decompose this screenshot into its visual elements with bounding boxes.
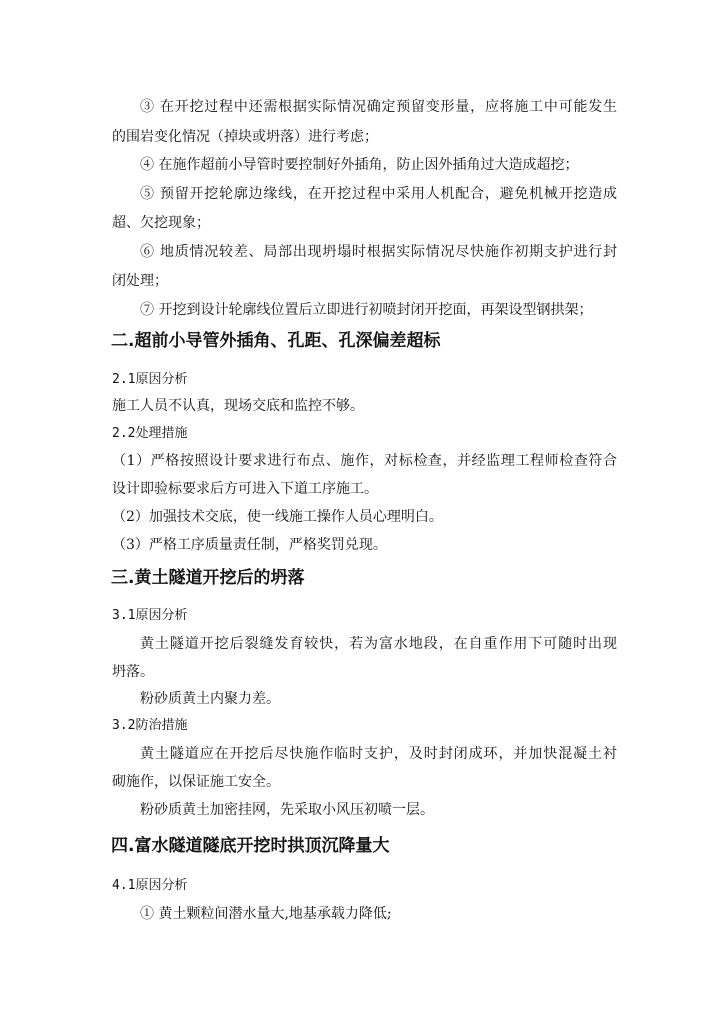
section-3-cause-1-line-2: 坍落。 — [112, 664, 154, 680]
section-3-prevention-2: 粉砂质黄土加密挂网，先采取小风压初喷一层。 — [140, 802, 434, 818]
section-3-1-subheading: 3.1原因分析 — [112, 608, 188, 623]
measure-1-line-1: （1）严格按照设计要求进行布点、施作，对标检查，并经监理工程师检查符合 — [112, 453, 617, 469]
section-3-cause-2: 粉砂质黄土内聚力差。 — [140, 691, 280, 707]
list-item-6-line-2: 闭处理； — [112, 273, 168, 289]
section-3-prevention-1-line-1: 黄土隧道应在开挖后尽快施作临时支护，及时封闭成环，并加快混凝土衬 — [140, 746, 617, 762]
measure-2: （2）加强技术交底，使一线施工操作人员心理明白。 — [112, 509, 443, 525]
section-3-prevention-1-line-2: 砌施作，以保证施工安全。 — [112, 774, 280, 790]
section-2-2-subheading: 2.2处理措施 — [112, 426, 188, 441]
section-3-2-subheading: 3.2防治措施 — [112, 718, 188, 733]
measure-3: （3）严格工序质量责任制，严格奖罚兑现。 — [112, 537, 387, 553]
list-item-5-line-2: 超、欠挖现象； — [112, 215, 210, 231]
section-2-1-subheading: 2.1原因分析 — [112, 372, 188, 387]
list-item-4: ④ 在施作超前小导管时要控制好外插角，防止因外插角过大造成超挖； — [140, 157, 579, 173]
list-item-7: ⑦ 开挖到设计轮廓线位置后立即进行初喷封闭开挖面，再架设型钢拱架； — [140, 302, 593, 318]
section-2-cause: 施工人员不认真，现场交底和监控不够。 — [112, 398, 364, 414]
section-3-heading: 三.黄土隧道开挖后的坍落 — [111, 568, 305, 588]
list-item-3-line-2: 的围岩变化情况（掉块或坍落）进行考虑； — [112, 129, 378, 145]
section-3-cause-1-line-1: 黄土隧道开挖后裂缝发育较快，若为富水地段，在自重作用下可随时出现 — [140, 636, 617, 652]
list-item-6-line-1: ⑥ 地质情况较差、局部出现坍塌时根据实际情况尽快施作初期支护进行封 — [140, 244, 617, 260]
list-item-3-line-1: ③ 在开挖过程中还需根据实际情况确定预留变形量，应将施工中可能发生 — [140, 99, 617, 115]
measure-1-line-2: 设计即验标要求后方可进入下道工序施工。 — [112, 481, 378, 497]
section-4-1-subheading: 4.1原因分析 — [112, 878, 188, 893]
section-4-heading: 四.富水隧道隧底开挖时拱顶沉降量大 — [111, 836, 390, 856]
section-4-cause-1: ① 黄土颗粒间潜水量大,地基承载力降低; — [140, 906, 392, 922]
section-2-heading: 二.超前小导管外插角、孔距、孔深偏差超标 — [111, 331, 441, 351]
list-item-5-line-1: ⑤ 预留开挖轮廓边缘线，在开挖过程中采用人机配合，避免机械开挖造成 — [140, 186, 617, 202]
